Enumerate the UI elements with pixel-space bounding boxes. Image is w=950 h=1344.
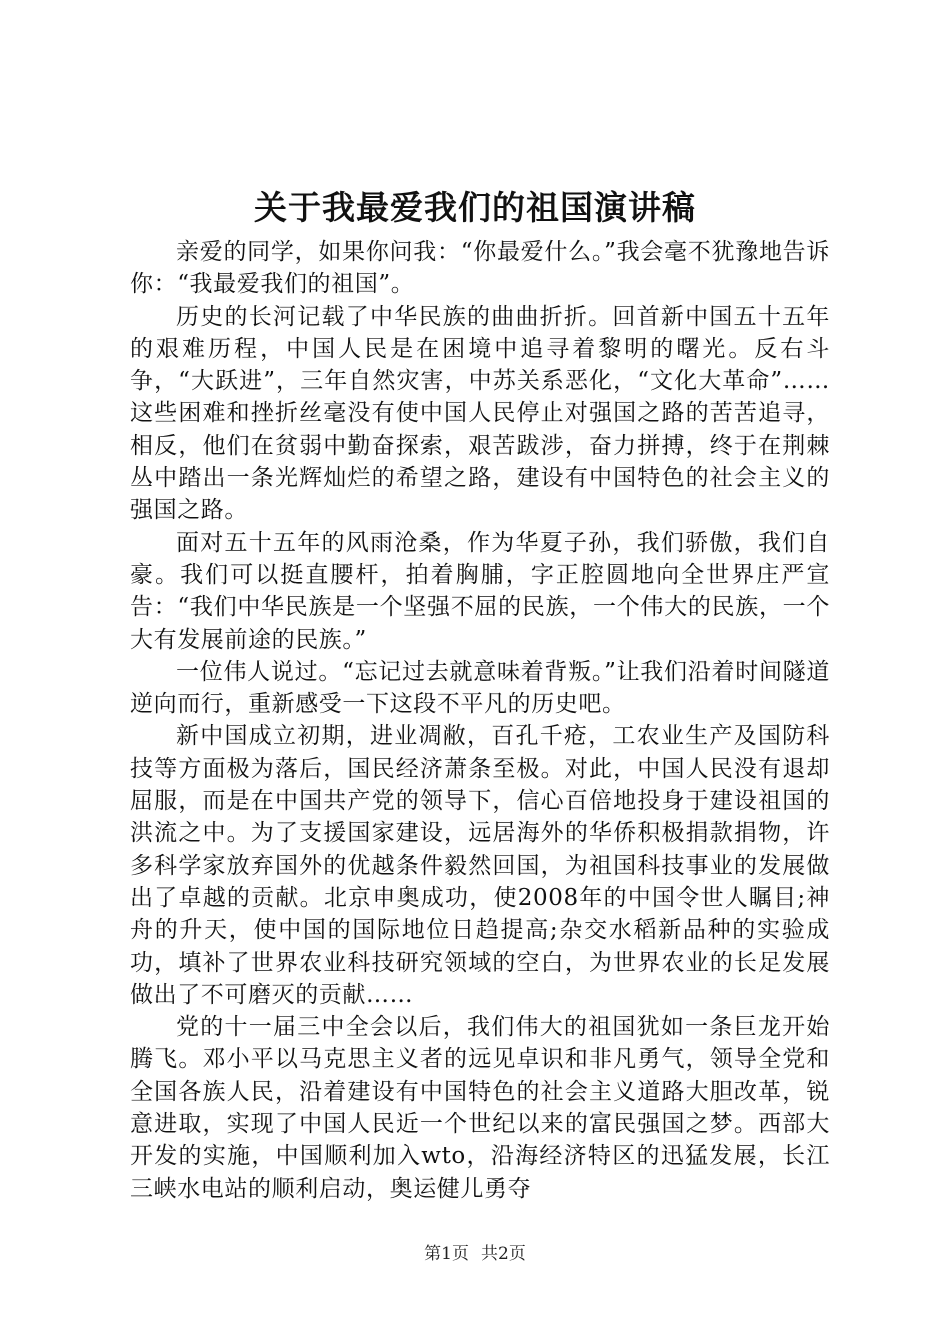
paragraph: 新中国成立初期，进业凋敝，百孔千疮，工农业生产及国防科技等方面极为落后，国民经济萧条至极。对此，中国人民没有退却屈服，而是在中国共产党的领导下，信心百倍地投身于建设祖国的洪流之中。为了支援国家建设，远居海外的华侨积极捐款捐物，许多科学家放弃国外的优越条件毅然回国，为祖国科技事业的发展做出了卓越的贡献。北京申奥成功，使2008年的中国令世人瞩目;神舟的升天，使中国的国际地位日趋提高;杂交水稻新品种的实验成功，填补了世界农业科技研究领域的空白，为世界农业的长足发展做出了不可磨灭的贡献…… xyxy=(130,723,830,1008)
paragraph: 亲爱的同学，如果你问我：“你最爱什么。”我会毫不犹豫地告诉你：“我最爱我们的祖国”。 xyxy=(130,239,830,298)
page-number: 第1页 xyxy=(424,1244,469,1264)
paragraph: 党的十一届三中全会以后，我们伟大的祖国犹如一条巨龙开始腾飞。邓小平以马克思主义者的远见卓识和非凡勇气，领导全党和全国各族人民，沿着建设有中国特色的社会主义道路大胆改革，锐意进取，实现了中国人民近一个世纪以来的富民强国之梦。西部大开发的实施，中国顺利加入wto，沿海经济特区的迅猛发展，长江三峡水电站的顺利启动，奥运健儿勇夺 xyxy=(130,1014,830,1202)
document-body xyxy=(130,236,830,1205)
page-footer xyxy=(0,1243,950,1265)
paragraph: 历史的长河记载了中华民族的曲曲折折。回首新中国五十五年的艰难历程，中国人民是在困境中追寻着黎明的曙光。反右斗争，“大跃进”，三年自然灾害，中苏关系恶化，“文化大革命”……这些困难和挫折丝毫没有使中国人民停止对强国之路的苦苦追寻，相反，他们在贫弱中勤奋探索，艰苦跋涉，奋力拼搏，终于在荆棘丛中踏出一条光辉灿烂的希望之路，建设有中国特色的社会主义的强国之路。 xyxy=(130,303,830,524)
page-total: 共2页 xyxy=(481,1244,526,1264)
paragraph: 面对五十五年的风雨沧桑，作为华夏子孙，我们骄傲，我们自豪。我们可以挺直腰杆，拍着胸脯，字正腔圆地向全世界庄严宣告：“我们中华民族是一个坚强不屈的民族，一个伟大的民族，一个大有发展前途的民族。” xyxy=(130,529,830,653)
document-title: 关于我最爱我们的祖国演讲稿 xyxy=(254,188,696,227)
paragraph: 一位伟人说过。“忘记过去就意味着背叛。”让我们沿着时间隧道逆向而行，重新感受一下这段不平凡的历史吧。 xyxy=(130,658,830,718)
